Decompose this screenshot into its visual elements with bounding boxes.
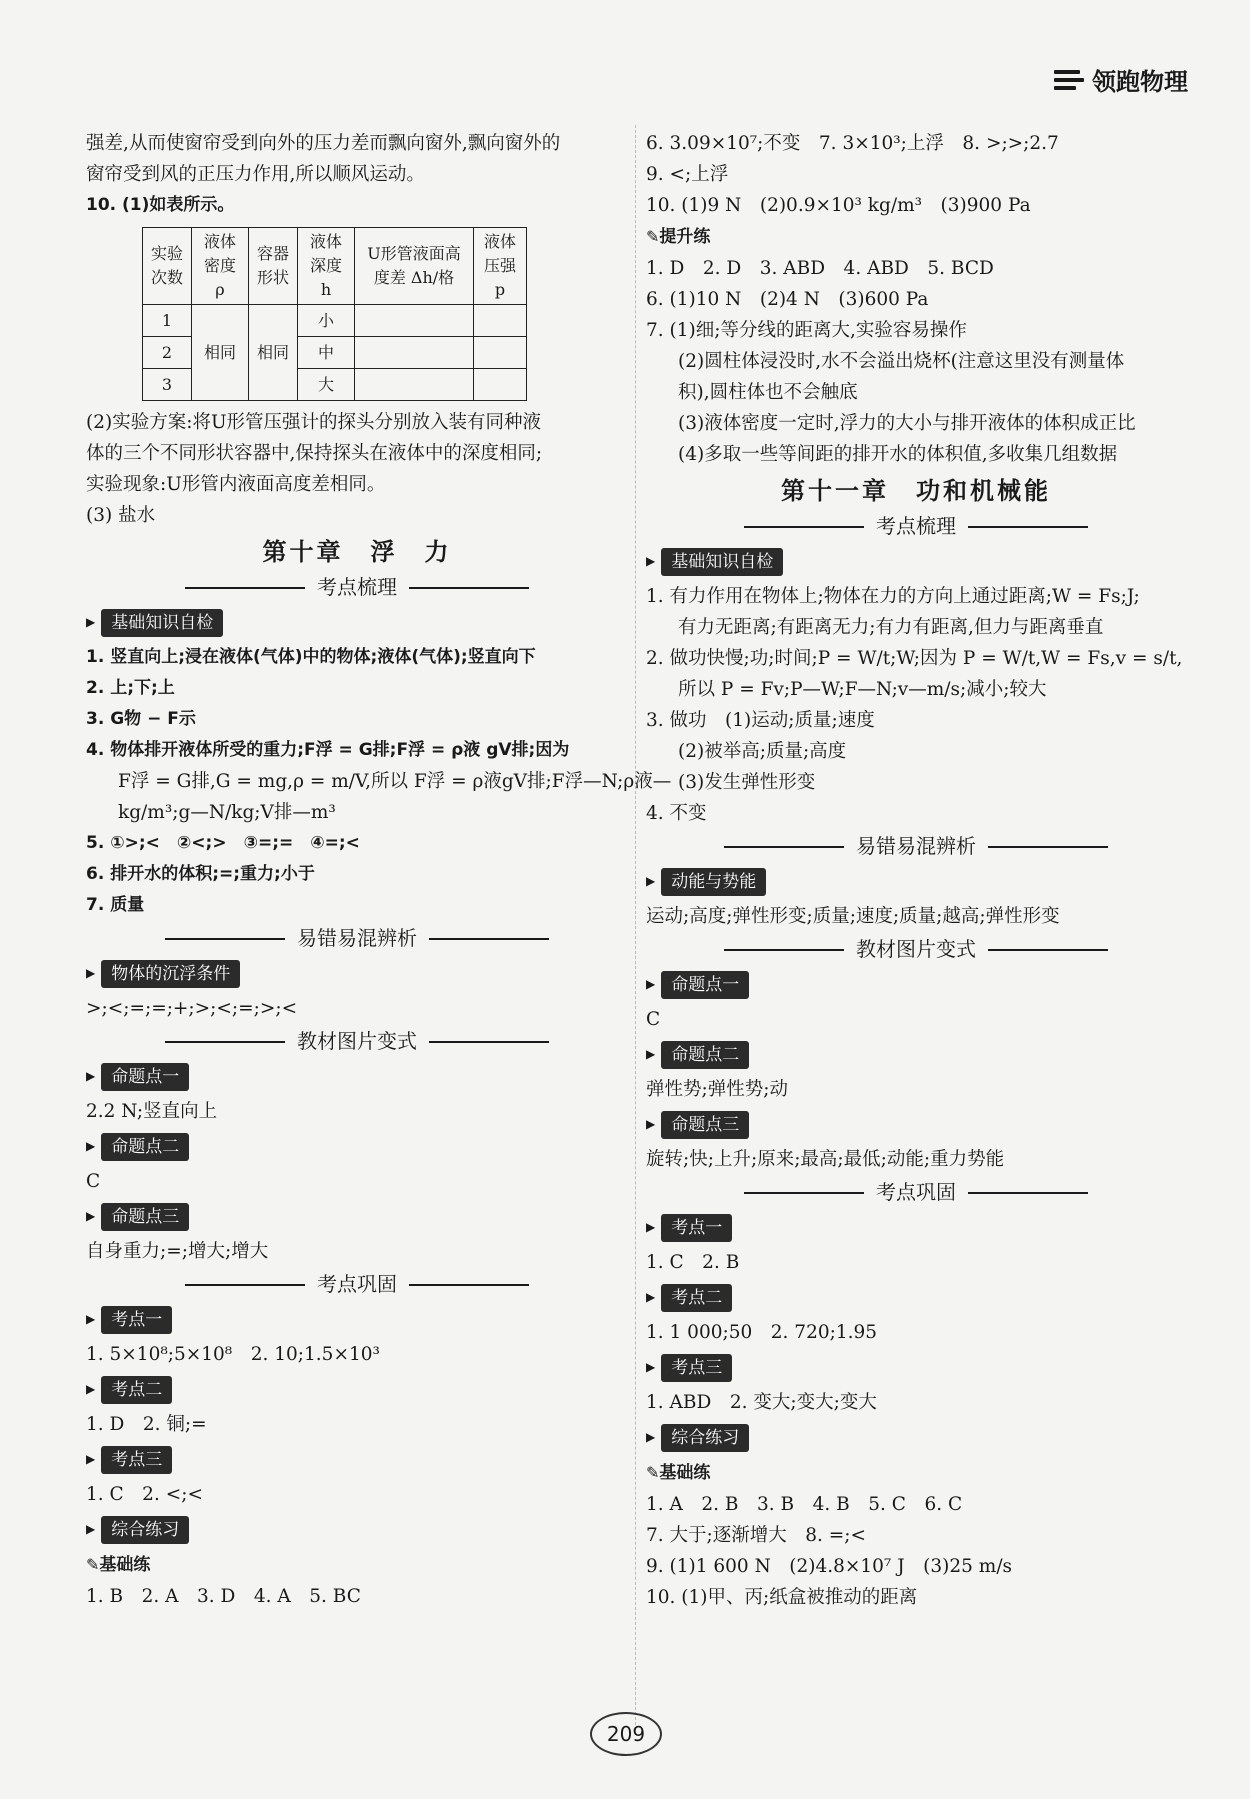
table-cell (355, 305, 474, 337)
triangle-icon: ▶ (646, 1047, 656, 1061)
text-line: (2)实验方案:将U形管压强计的探头分别放入装有同种液 (86, 412, 542, 433)
tag-label: 考点二 (661, 1284, 732, 1312)
triangle-icon: ▶ (86, 1382, 96, 1396)
answer-line: 3. 做功 (1)运动;质量;速度 (646, 710, 875, 731)
tag-label: 命题点一 (661, 971, 749, 999)
tag-label: 物体的沉浮条件 (101, 960, 240, 988)
answer-line: 10. (1)9 N (2)0.9×10³ kg/m³ (3)900 Pa (646, 195, 1031, 216)
column-divider (635, 125, 636, 1735)
answer-line: 有力无距离;有距离无力;有力有距离,但力与距离垂直 (678, 617, 1104, 638)
tag-label: 命题点一 (101, 1063, 189, 1091)
table-header: U形管液面高度差 Δh/格 (355, 228, 474, 305)
answer-line: 运动;高度;弹性形变;质量;速度;质量;越高;弹性形变 (646, 906, 1060, 927)
section-title (646, 831, 1186, 862)
answer-line: 2. 上;下;上 (86, 678, 175, 698)
answer-line: C (86, 1171, 101, 1192)
section-title-text: 考点巩固 (876, 1180, 956, 1204)
triangle-icon: ▶ (646, 554, 656, 568)
answer-line: >;<;=;=;+;>;<;=;>;< (86, 998, 298, 1019)
answer-line: 1. C 2. <;< (86, 1484, 203, 1505)
triangle-icon: ▶ (646, 1220, 656, 1234)
table-cell (474, 369, 527, 401)
table-cell: 大 (298, 369, 355, 401)
table-cell: 相同 (192, 305, 249, 401)
table-header: 实验次数 (143, 228, 192, 305)
tag-label: 命题点二 (101, 1133, 189, 1161)
text-line: 体的三个不同形状容器中,保持探头在液体中的深度相同; (86, 443, 543, 464)
tag-label: 考点一 (101, 1306, 172, 1334)
tag (86, 1514, 628, 1545)
table-header: 液体深度 h (298, 228, 355, 305)
header-logo (1054, 62, 1188, 97)
answer-line: 6. 排开水的体积;=;重力;小于 (86, 864, 315, 884)
subsection-title: ✎基础练 (646, 1463, 711, 1483)
pencil-icon: ✎ (646, 227, 660, 246)
section-title-text: 教材图片变式 (297, 1029, 417, 1053)
tag-label: 基础知识自检 (661, 548, 783, 576)
answer-line: 10. (1)甲、丙;纸盒被推动的距离 (646, 1587, 918, 1608)
tag (646, 1422, 1186, 1453)
section-title-text: 考点巩固 (317, 1272, 397, 1296)
text-line: (3) 盐水 (86, 505, 156, 526)
triangle-icon: ▶ (646, 1430, 656, 1444)
triangle-icon: ▶ (646, 977, 656, 991)
section-title (646, 511, 1186, 542)
tag (86, 607, 628, 638)
subsection-title: ✎基础练 (86, 1555, 151, 1575)
triangle-icon: ▶ (646, 1360, 656, 1374)
answer-line: 6. 3.09×10⁷;不变 7. 3×10³;上浮 8. >;>;2.7 (646, 133, 1059, 154)
experiment-table (142, 227, 527, 401)
table-cell: 小 (298, 305, 355, 337)
tag (86, 1061, 628, 1092)
answer-line: 2.2 N;竖直向上 (86, 1101, 218, 1122)
tag-label: 考点一 (661, 1214, 732, 1242)
answer-line: 9. <;上浮 (646, 164, 729, 185)
table-cell: 2 (143, 337, 192, 369)
tag (86, 1304, 628, 1335)
tag (646, 969, 1186, 1000)
section-title-text: 教材图片变式 (856, 937, 976, 961)
table-cell (355, 369, 474, 401)
tag (86, 958, 628, 989)
answer-line: 1. B 2. A 3. D 4. A 5. BC (86, 1586, 361, 1607)
answer-line: (2)被举高;质量;高度 (678, 741, 847, 762)
triangle-icon: ▶ (646, 874, 656, 888)
section-title (646, 1177, 1186, 1208)
tag-label: 考点三 (661, 1354, 732, 1382)
answer-line: (3)液体密度一定时,浮力的大小与排开液体的体积成正比 (678, 413, 1136, 434)
tag (646, 1212, 1186, 1243)
answer-line: 4. 不变 (646, 803, 707, 824)
table-cell: 中 (298, 337, 355, 369)
text-line: 强差,从而使窗帘受到向外的压力差而飘向窗外,飘向窗外的 (86, 133, 561, 154)
triangle-icon: ▶ (86, 1139, 96, 1153)
chapter-title: 第十章 浮 力 (262, 538, 452, 566)
tag (646, 866, 1186, 897)
answer-line: kg/m³;g—N/kg;V排—m³ (118, 802, 336, 823)
answer-line: 1. A 2. B 3. B 4. B 5. C 6. C (646, 1494, 963, 1515)
table-row (143, 305, 527, 337)
triangle-icon: ▶ (86, 615, 96, 629)
answer-line: 6. (1)10 N (2)4 N (3)600 Pa (646, 289, 929, 310)
answer-line: 积),圆柱体也不会触底 (678, 382, 858, 403)
tag-label: 命题点三 (661, 1111, 749, 1139)
pencil-icon: ✎ (86, 1555, 100, 1574)
section-title-text: 考点梳理 (876, 514, 956, 538)
answer-line: 所以 P = Fv;P—W;F—N;v—m/s;减小;较大 (678, 679, 1047, 700)
table-header: 液体密度 ρ (192, 228, 249, 305)
logo-lines-icon (1054, 70, 1084, 90)
tag (86, 1374, 628, 1405)
tag (86, 1131, 628, 1162)
tag (646, 1109, 1186, 1140)
pencil-icon: ✎ (646, 1463, 660, 1482)
section-title (86, 1269, 628, 1300)
answer-line: 1. C 2. B (646, 1252, 740, 1273)
tag-label: 命题点三 (101, 1203, 189, 1231)
answer-line: 弹性势;弹性势;动 (646, 1079, 788, 1100)
answer-line: 1. 竖直向上;浸在液体(气体)中的物体;液体(气体);竖直向下 (86, 647, 536, 667)
subsection-title: ✎提升练 (646, 227, 711, 247)
left-column (86, 128, 672, 1612)
page-number: 209 (590, 1712, 662, 1756)
tag-label: 综合练习 (101, 1516, 189, 1544)
answer-line: 1. 1 000;50 2. 720;1.95 (646, 1322, 878, 1343)
answer-line: C (646, 1009, 661, 1030)
triangle-icon: ▶ (86, 1312, 96, 1326)
section-title (86, 1026, 628, 1057)
triangle-icon: ▶ (646, 1290, 656, 1304)
tag (86, 1201, 628, 1232)
answer-line: 9. (1)1 600 N (2)4.8×10⁷ J (3)25 m/s (646, 1556, 1013, 1577)
table-cell: 相同 (249, 305, 298, 401)
tag-label: 动能与势能 (661, 868, 766, 896)
answer-line: 1. ABD 2. 变大;变大;变大 (646, 1392, 877, 1413)
triangle-icon: ▶ (86, 966, 96, 980)
tag-label: 基础知识自检 (101, 609, 223, 637)
table-header: 容器形状 (249, 228, 298, 305)
table-cell (474, 305, 527, 337)
section-title-text: 易错易混辨析 (856, 834, 976, 858)
answer-line: (2)圆柱体浸没时,水不会溢出烧杯(注意这里没有测量体 (678, 351, 1125, 372)
triangle-icon: ▶ (86, 1069, 96, 1083)
section-title-text: 考点梳理 (317, 575, 397, 599)
triangle-icon: ▶ (86, 1522, 96, 1536)
answer-line: 1. D 2. 铜;= (86, 1414, 207, 1435)
tag (646, 1039, 1186, 1070)
answer-line: 5. ①>;< ②<;> ③=;= ④=;< (86, 833, 360, 853)
text-line: 窗帘受到风的正压力作用,所以顺风运动。 (86, 164, 425, 185)
question-10-heading: 10. (1)如表所示。 (86, 195, 235, 215)
table-cell (474, 337, 527, 369)
tag-label: 考点二 (101, 1376, 172, 1404)
tag (646, 546, 1186, 577)
right-column (646, 128, 1186, 1613)
answer-line: 7. 大于;逐渐增大 8. =;< (646, 1525, 867, 1546)
triangle-icon: ▶ (86, 1452, 96, 1466)
tag (646, 1352, 1186, 1383)
tag-label: 考点三 (101, 1446, 172, 1474)
answer-line: 1. 5×10⁸;5×10⁸ 2. 10;1.5×10³ (86, 1344, 380, 1365)
answer-line: 7. 质量 (86, 895, 145, 915)
table-cell: 1 (143, 305, 192, 337)
triangle-icon: ▶ (646, 1117, 656, 1131)
answer-line: 2. 做功快慢;功;时间;P = W/t;W;因为 P = W/t,W = Fs,v = s/t, (646, 648, 1183, 669)
answer-line: 自身重力;=;增大;增大 (86, 1241, 269, 1262)
answer-line: (3)发生弹性形变 (678, 772, 816, 793)
text-line: 实验现象:U形管内液面高度差相同。 (86, 474, 386, 495)
table-cell: 3 (143, 369, 192, 401)
tag-label: 命题点二 (661, 1041, 749, 1069)
table-cell (355, 337, 474, 369)
section-title-text: 易错易混辨析 (297, 926, 417, 950)
table-header: 液体压强 p (474, 228, 527, 305)
answer-line: 旋转;快;上升;原来;最高;最低;动能;重力势能 (646, 1149, 1005, 1170)
answer-line: 1. D 2. D 3. ABD 4. ABD 5. BCD (646, 258, 994, 279)
header-title: 领跑物理 (1092, 68, 1188, 96)
answer-line: F浮 = G排,G = mg,ρ = m/V,所以 F浮 = ρ液gV排;F浮—N;ρ液— (118, 771, 672, 792)
chapter-title: 第十一章 功和机械能 (781, 477, 1051, 505)
tag-label: 综合练习 (661, 1424, 749, 1452)
section-title (86, 923, 628, 954)
answer-line: 4. 物体排开液体所受的重力;F浮 = G排;F浮 = ρ液 gV排;因为 (86, 740, 570, 760)
section-title (86, 572, 628, 603)
answer-line: (4)多取一些等间距的排开水的体积值,多收集几组数据 (678, 444, 1118, 465)
tag (646, 1282, 1186, 1313)
answer-line: 7. (1)细;等分线的距离大,实验容易操作 (646, 320, 967, 341)
section-title (646, 934, 1186, 965)
tag (86, 1444, 628, 1475)
answer-line: 3. G物 − F示 (86, 709, 196, 729)
answer-line: 1. 有力作用在物体上;物体在力的方向上通过距离;W = Fs;J; (646, 586, 1140, 607)
triangle-icon: ▶ (86, 1209, 96, 1223)
